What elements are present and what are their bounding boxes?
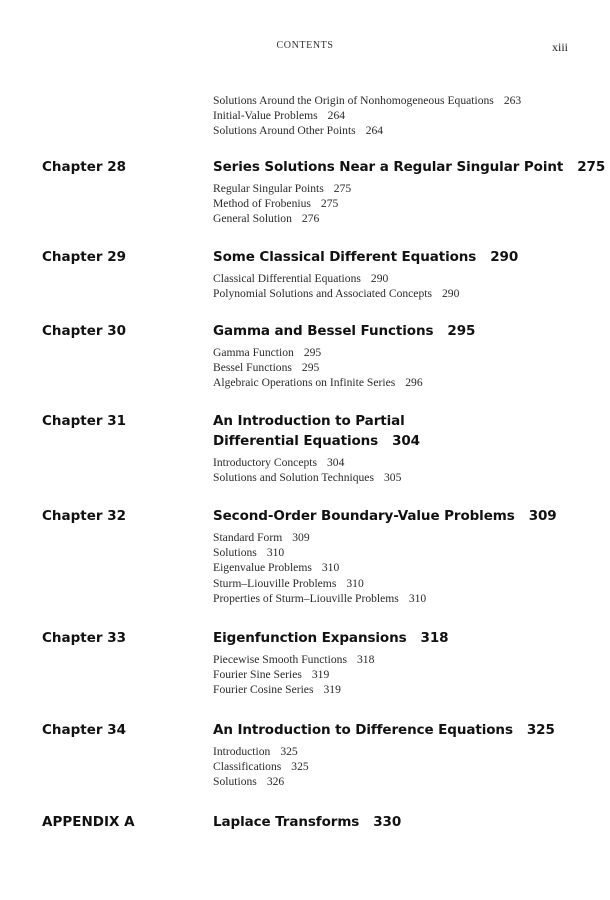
section-page-number: 325: [291, 760, 309, 774]
toc-section-entry: [213, 591, 593, 606]
chapter-title-line: An Introduction to Difference Equations: [213, 722, 513, 738]
section-page-number: 290: [370, 272, 389, 285]
chapter-page-number: 309: [528, 508, 557, 524]
chapter-page-number: 304: [392, 433, 420, 449]
section-page-number: 295: [303, 346, 322, 359]
section-title: Polynomial Solutions and Associated Concepts: [213, 287, 432, 301]
section-title: Classical Differential Equations: [213, 272, 361, 285]
chapter-title-line: Gamma and Bessel Functions: [213, 323, 434, 339]
section-title: Properties of Sturm–Liouville Problems: [213, 591, 399, 605]
chapter-section-list: [213, 744, 593, 790]
toc-section-entry: [213, 560, 593, 575]
toc-section-entry: [213, 682, 593, 697]
section-title: General Solution: [213, 212, 292, 226]
chapter-title: [213, 247, 593, 267]
toc-section-entry: [213, 271, 593, 286]
section-page-number: 263: [503, 94, 522, 107]
section-page-number: 310: [266, 546, 285, 560]
toc-section-entry: [213, 286, 593, 301]
chapter-entry: [213, 506, 593, 606]
section-page-number: 276: [301, 212, 320, 226]
toc-section-entry: [213, 774, 593, 789]
chapter-title-line: Laplace Transforms: [213, 814, 360, 830]
chapter-section-list: [213, 652, 593, 698]
chapter-page-number: 330: [373, 814, 402, 830]
section-title: Fourier Sine Series: [213, 668, 302, 682]
section-title: Eigenvalue Problems: [213, 561, 312, 575]
chapter-entry: [213, 321, 593, 391]
section-title: Gamma Function: [213, 346, 294, 359]
section-page-number: 304: [327, 456, 345, 469]
toc-section-entry: [213, 360, 593, 375]
section-title: Initial-Value Problems: [213, 109, 318, 123]
chapter-entry: [213, 411, 593, 485]
section-title: Solutions: [213, 546, 257, 560]
section-title: Algebraic Operations on Infinite Series: [213, 376, 396, 390]
chapter-title-line: Second-Order Boundary-Value Problems: [213, 508, 515, 524]
section-title: Sturm–Liouville Problems: [213, 576, 337, 590]
chapter-title-line: Eigenfunction Expansions: [213, 630, 407, 646]
section-title: Bessel Functions: [213, 361, 292, 375]
section-page-number: 295: [301, 361, 320, 375]
section-page-number: 296: [405, 376, 423, 390]
chapter-label: Chapter 31: [42, 413, 127, 429]
toc-section-entry: [213, 545, 593, 560]
section-title: Fourier Cosine Series: [213, 683, 314, 697]
section-title: Classifications: [213, 760, 282, 774]
toc-section-entry: [213, 652, 593, 667]
section-page-number: 319: [323, 683, 341, 697]
chapter-label: Chapter 29: [42, 249, 127, 265]
chapter-title: [213, 411, 593, 451]
chapter-label: Chapter 28: [42, 159, 127, 175]
toc-section-entry: [213, 455, 593, 470]
toc-section-entry: [213, 576, 593, 591]
section-page-number: 318: [356, 653, 375, 666]
section-page-number: 325: [280, 745, 298, 758]
chapter-title: [213, 720, 593, 740]
section-title: Piecewise Smooth Functions: [213, 653, 347, 666]
chapter-section-list: [213, 455, 593, 485]
chapter-title-line: An Introduction to Partial: [213, 413, 405, 429]
chapter-page-number: 325: [526, 722, 555, 738]
chapter-title: [213, 628, 593, 648]
chapter-title-line: Some Classical Different Equations: [213, 249, 477, 265]
section-page-number: 305: [383, 471, 402, 485]
chapter-label: Chapter 33: [42, 630, 127, 646]
chapter-section-list: [213, 181, 593, 227]
running-head: [0, 40, 610, 56]
chapter-label: Chapter 30: [42, 323, 127, 339]
section-title: Solutions Around Other Points: [213, 124, 356, 138]
section-page-number: 319: [311, 668, 330, 682]
toc-section-entry: [213, 759, 593, 774]
chapter-section-list: [213, 530, 593, 606]
chapter-label: Chapter 34: [42, 722, 127, 738]
section-title: Solutions and Solution Techniques: [213, 471, 374, 485]
section-page-number: 275: [333, 182, 352, 195]
section-title: Introduction: [213, 745, 271, 758]
toc-section-entry: [213, 211, 593, 226]
continued-section-list: [213, 93, 521, 139]
toc-section-entry: [213, 470, 593, 485]
toc-section-entry: [213, 123, 521, 138]
section-page-number: 310: [321, 561, 340, 575]
section-title: Standard Form: [213, 531, 283, 544]
chapter-section-list: [213, 345, 593, 391]
chapter-page-number: 275: [577, 159, 606, 175]
toc-section-entry: [213, 93, 521, 108]
toc-section-entry: [213, 181, 593, 196]
running-head-title: CONTENTS: [276, 40, 334, 51]
chapter-page-number: 295: [447, 323, 476, 339]
toc-section-entry: [213, 108, 521, 123]
chapter-title: [213, 157, 606, 177]
chapter-title: [213, 321, 593, 341]
section-page-number: 264: [365, 124, 384, 138]
chapter-title-line: Differential Equations: [213, 433, 379, 449]
chapter-entry: [213, 720, 593, 790]
toc-section-entry: [213, 345, 593, 360]
chapter-page-number: 318: [420, 630, 449, 646]
chapter-title-line: Series Solutions Near a Regular Singular Point: [213, 159, 564, 175]
section-title: Introductory Concepts: [213, 456, 317, 469]
section-page-number: 326: [266, 775, 285, 789]
chapter-title: [213, 812, 593, 832]
page-number: xiii: [551, 40, 568, 54]
chapter-entry: [213, 812, 593, 836]
section-title: Solutions: [213, 775, 257, 789]
toc-section-entry: [213, 530, 593, 545]
chapter-entry: [213, 157, 606, 227]
section-title: Solutions Around the Origin of Nonhomogeneous Equations: [213, 94, 494, 107]
chapter-section-list: [213, 271, 593, 301]
section-page-number: 309: [292, 531, 310, 544]
chapter-title: [213, 506, 593, 526]
section-title: Regular Singular Points: [213, 182, 324, 195]
toc-section-entry: [213, 196, 593, 211]
chapter-entry: [213, 247, 593, 301]
chapter-page-number: 290: [490, 249, 519, 265]
section-page-number: 310: [346, 576, 364, 590]
chapter-label: APPENDIX A: [42, 814, 135, 830]
section-title: Method of Frobenius: [213, 197, 311, 211]
toc-section-entry: [213, 375, 593, 390]
chapter-label: Chapter 32: [42, 508, 127, 524]
section-page-number: 264: [327, 109, 346, 123]
section-page-number: 275: [320, 197, 339, 211]
section-page-number: 290: [442, 287, 460, 301]
toc-section-entry: [213, 744, 593, 759]
toc-section-entry: [213, 667, 593, 682]
chapter-entry: [213, 628, 593, 698]
section-page-number: 310: [408, 591, 427, 605]
